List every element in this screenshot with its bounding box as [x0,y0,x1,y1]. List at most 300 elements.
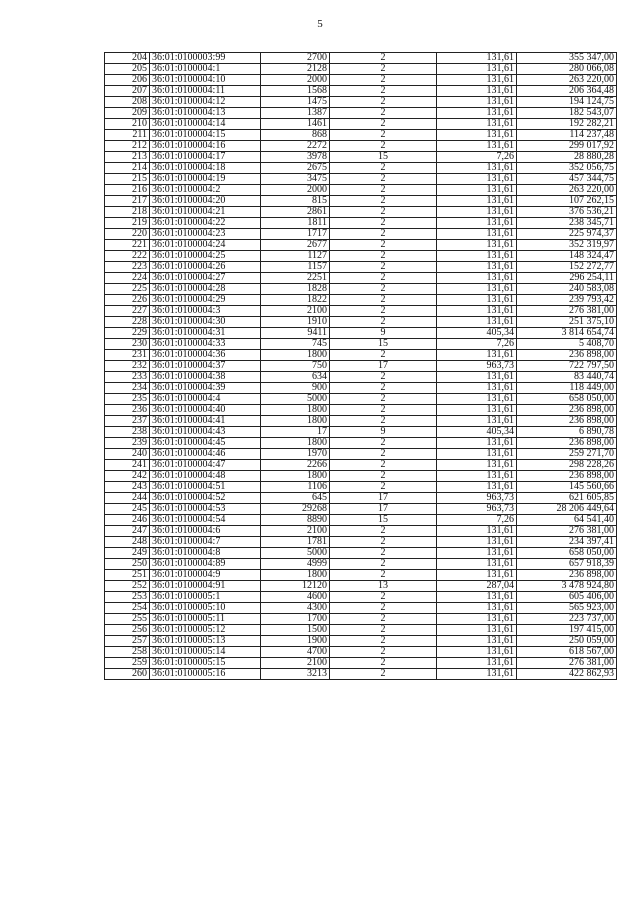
cadastral-number-cell: 36:01:0100004:21 [150,207,261,218]
group-cell: 2 [330,130,437,141]
group-cell: 2 [330,218,437,229]
cadastral-number-cell: 36:01:0100004:51 [150,482,261,493]
area-cell: 2128 [261,64,330,75]
row-number-cell: 221 [105,240,150,251]
area-cell: 1106 [261,482,330,493]
area-cell: 2861 [261,207,330,218]
area-cell: 17 [261,427,330,438]
row-number-cell: 237 [105,416,150,427]
group-cell: 2 [330,196,437,207]
cadastral-number-cell: 36:01:0100004:22 [150,218,261,229]
table-row [105,185,617,196]
cadastral-number-cell: 36:01:0100004:37 [150,361,261,372]
rate-cell: 405,34 [437,427,517,438]
group-cell: 2 [330,306,437,317]
table-row [105,251,617,262]
row-number-cell: 245 [105,504,150,515]
table-row [105,438,617,449]
rate-cell: 131,61 [437,548,517,559]
row-number-cell: 249 [105,548,150,559]
cadastral-number-cell: 36:01:0100004:46 [150,449,261,460]
value-cell: 118 449,00 [517,383,617,394]
table-row [105,350,617,361]
row-number-cell: 219 [105,218,150,229]
area-cell: 1475 [261,97,330,108]
value-cell: 621 605,85 [517,493,617,504]
group-cell: 2 [330,185,437,196]
row-number-cell: 234 [105,383,150,394]
area-cell: 1970 [261,449,330,460]
value-cell: 605 406,00 [517,592,617,603]
cadastral-number-cell: 36:01:0100004:38 [150,372,261,383]
area-cell: 815 [261,196,330,207]
row-number-cell: 211 [105,130,150,141]
group-cell: 2 [330,669,437,680]
value-cell: 236 898,00 [517,405,617,416]
group-cell: 2 [330,372,437,383]
value-cell: 107 262,15 [517,196,617,207]
value-cell: 3 814 654,74 [517,328,617,339]
row-number-cell: 255 [105,614,150,625]
group-cell: 2 [330,207,437,218]
value-cell: 5 408,70 [517,339,617,350]
area-cell: 634 [261,372,330,383]
group-cell: 2 [330,625,437,636]
row-number-cell: 259 [105,658,150,669]
area-cell: 8890 [261,515,330,526]
group-cell: 15 [330,152,437,163]
area-cell: 1461 [261,119,330,130]
row-number-cell: 210 [105,119,150,130]
value-cell: 236 898,00 [517,350,617,361]
rate-cell: 131,61 [437,251,517,262]
group-cell: 2 [330,86,437,97]
cadastral-number-cell: 36:01:0100004:89 [150,559,261,570]
row-number-cell: 229 [105,328,150,339]
area-cell: 900 [261,383,330,394]
area-cell: 1500 [261,625,330,636]
rate-cell: 7,26 [437,339,517,350]
table-row [105,372,617,383]
row-number-cell: 227 [105,306,150,317]
row-number-cell: 226 [105,295,150,306]
area-cell: 29268 [261,504,330,515]
area-cell: 1822 [261,295,330,306]
area-cell: 868 [261,130,330,141]
cadastral-number-cell: 36:01:0100004:7 [150,537,261,548]
area-cell: 2272 [261,141,330,152]
cadastral-number-cell: 36:01:0100005:13 [150,636,261,647]
table-row [105,603,617,614]
table-row [105,273,617,284]
area-cell: 1157 [261,262,330,273]
rate-cell: 131,61 [437,185,517,196]
area-cell: 4999 [261,559,330,570]
cadastral-number-cell: 36:01:0100004:1 [150,64,261,75]
value-cell: 658 050,00 [517,394,617,405]
row-number-cell: 216 [105,185,150,196]
area-cell: 5000 [261,394,330,405]
cadastral-number-cell: 36:01:0100004:10 [150,75,261,86]
group-cell: 2 [330,273,437,284]
group-cell: 2 [330,482,437,493]
group-cell: 2 [330,526,437,537]
group-cell: 2 [330,603,437,614]
rate-cell: 131,61 [437,350,517,361]
cadastral-number-cell: 36:01:0100004:25 [150,251,261,262]
value-cell: 206 364,48 [517,86,617,97]
table-row [105,86,617,97]
rate-cell: 131,61 [437,284,517,295]
value-cell: 251 375,10 [517,317,617,328]
row-number-cell: 218 [105,207,150,218]
cadastral-number-cell: 36:01:0100004:26 [150,262,261,273]
group-cell: 2 [330,350,437,361]
area-cell: 1800 [261,438,330,449]
area-cell: 5000 [261,548,330,559]
table-row [105,559,617,570]
value-cell: 352 319,97 [517,240,617,251]
value-cell: 352 056,75 [517,163,617,174]
cadastral-number-cell: 36:01:0100004:15 [150,130,261,141]
row-number-cell: 251 [105,570,150,581]
row-number-cell: 209 [105,108,150,119]
value-cell: 148 324,47 [517,251,617,262]
row-number-cell: 240 [105,449,150,460]
row-number-cell: 223 [105,262,150,273]
area-cell: 2251 [261,273,330,284]
value-cell: 658 050,00 [517,548,617,559]
value-cell: 28 880,28 [517,152,617,163]
area-cell: 750 [261,361,330,372]
table-row [105,471,617,482]
rate-cell: 131,61 [437,405,517,416]
rate-cell: 131,61 [437,218,517,229]
row-number-cell: 215 [105,174,150,185]
row-number-cell: 260 [105,669,150,680]
rate-cell: 131,61 [437,482,517,493]
value-cell: 6 890,78 [517,427,617,438]
rate-cell: 131,61 [437,163,517,174]
table-row [105,592,617,603]
table-body [105,53,617,680]
group-cell: 2 [330,262,437,273]
row-number-cell: 258 [105,647,150,658]
table-row [105,163,617,174]
row-number-cell: 212 [105,141,150,152]
rate-cell: 131,61 [437,471,517,482]
table-row [105,416,617,427]
rate-cell: 131,61 [437,438,517,449]
area-cell: 1910 [261,317,330,328]
cadastral-number-cell: 36:01:0100004:28 [150,284,261,295]
group-cell: 2 [330,64,437,75]
cadastral-number-cell: 36:01:0100005:12 [150,625,261,636]
row-number-cell: 235 [105,394,150,405]
table-row [105,658,617,669]
group-cell: 2 [330,416,437,427]
rate-cell: 131,61 [437,603,517,614]
rate-cell: 131,61 [437,625,517,636]
value-cell: 376 536,21 [517,207,617,218]
area-cell: 745 [261,339,330,350]
table-row [105,108,617,119]
cadastral-table [104,52,617,680]
cadastral-number-cell: 36:01:0100004:41 [150,416,261,427]
value-cell: 194 124,75 [517,97,617,108]
area-cell: 3213 [261,669,330,680]
group-cell: 2 [330,636,437,647]
group-cell: 15 [330,515,437,526]
area-cell: 2100 [261,306,330,317]
value-cell: 236 898,00 [517,416,617,427]
row-number-cell: 238 [105,427,150,438]
table-row [105,504,617,515]
area-cell: 2100 [261,658,330,669]
rate-cell: 131,61 [437,570,517,581]
cadastral-number-cell: 36:01:0100004:36 [150,350,261,361]
area-cell: 1800 [261,471,330,482]
cadastral-number-cell: 36:01:0100004:18 [150,163,261,174]
table-row [105,383,617,394]
cadastral-number-cell: 36:01:0100003:99 [150,53,261,64]
rate-cell: 131,61 [437,141,517,152]
group-cell: 2 [330,570,437,581]
cadastral-number-cell: 36:01:0100004:6 [150,526,261,537]
table-row [105,152,617,163]
cadastral-number-cell: 36:01:0100004:19 [150,174,261,185]
row-number-cell: 214 [105,163,150,174]
area-cell: 2100 [261,526,330,537]
rate-cell: 131,61 [437,273,517,284]
row-number-cell: 231 [105,350,150,361]
value-cell: 223 737,00 [517,614,617,625]
value-cell: 259 271,70 [517,449,617,460]
value-cell: 114 237,48 [517,130,617,141]
table-row [105,570,617,581]
row-number-cell: 241 [105,460,150,471]
area-cell: 4600 [261,592,330,603]
rate-cell: 131,61 [437,240,517,251]
cadastral-number-cell: 36:01:0100004:45 [150,438,261,449]
group-cell: 17 [330,361,437,372]
row-number-cell: 247 [105,526,150,537]
value-cell: 239 793,42 [517,295,617,306]
table-row [105,240,617,251]
group-cell: 2 [330,97,437,108]
area-cell: 3978 [261,152,330,163]
value-cell: 618 567,00 [517,647,617,658]
value-cell: 152 272,77 [517,262,617,273]
rate-cell: 131,61 [437,647,517,658]
area-cell: 1800 [261,350,330,361]
value-cell: 145 560,66 [517,482,617,493]
rate-cell: 131,61 [437,317,517,328]
rate-cell: 7,26 [437,152,517,163]
area-cell: 4300 [261,603,330,614]
row-number-cell: 208 [105,97,150,108]
group-cell: 2 [330,658,437,669]
page-number: 5 [317,18,323,30]
table-row [105,174,617,185]
row-number-cell: 220 [105,229,150,240]
cadastral-number-cell: 36:01:0100004:2 [150,185,261,196]
value-cell: 236 898,00 [517,438,617,449]
table-row [105,229,617,240]
area-cell: 2000 [261,185,330,196]
area-cell: 1568 [261,86,330,97]
cadastral-number-cell: 36:01:0100004:29 [150,295,261,306]
group-cell: 2 [330,229,437,240]
rate-cell: 131,61 [437,537,517,548]
cadastral-number-cell: 36:01:0100005:1 [150,592,261,603]
row-number-cell: 206 [105,75,150,86]
table-row [105,130,617,141]
row-number-cell: 250 [105,559,150,570]
row-number-cell: 257 [105,636,150,647]
table-row [105,262,617,273]
area-cell: 1127 [261,251,330,262]
rate-cell: 405,34 [437,328,517,339]
value-cell: 250 059,00 [517,636,617,647]
rate-cell: 7,26 [437,515,517,526]
group-cell: 2 [330,163,437,174]
rate-cell: 131,61 [437,383,517,394]
cadastral-number-cell: 36:01:0100004:3 [150,306,261,317]
value-cell: 197 415,00 [517,625,617,636]
table-row [105,141,617,152]
cadastral-number-cell: 36:01:0100004:13 [150,108,261,119]
rate-cell: 131,61 [437,559,517,570]
table-row [105,119,617,130]
row-number-cell: 207 [105,86,150,97]
rate-cell: 131,61 [437,449,517,460]
area-cell: 2000 [261,75,330,86]
group-cell: 2 [330,559,437,570]
cadastral-number-cell: 36:01:0100004:16 [150,141,261,152]
area-cell: 1700 [261,614,330,625]
area-cell: 2266 [261,460,330,471]
area-cell: 1800 [261,405,330,416]
group-cell: 17 [330,493,437,504]
table-row [105,515,617,526]
area-cell: 1800 [261,416,330,427]
rate-cell: 131,61 [437,669,517,680]
cadastral-number-cell: 36:01:0100005:10 [150,603,261,614]
table-row [105,328,617,339]
group-cell: 2 [330,394,437,405]
table-row [105,64,617,75]
area-cell: 645 [261,493,330,504]
rate-cell: 131,61 [437,636,517,647]
area-cell: 1800 [261,570,330,581]
group-cell: 2 [330,53,437,64]
cadastral-number-cell: 36:01:0100004:30 [150,317,261,328]
group-cell: 2 [330,647,437,658]
rate-cell: 963,73 [437,504,517,515]
table-row [105,306,617,317]
value-cell: 3 478 924,80 [517,581,617,592]
value-cell: 299 017,92 [517,141,617,152]
cadastral-number-cell: 36:01:0100004:43 [150,427,261,438]
value-cell: 192 282,21 [517,119,617,130]
table-row [105,625,617,636]
rate-cell: 131,61 [437,174,517,185]
table-row [105,548,617,559]
area-cell: 1387 [261,108,330,119]
row-number-cell: 256 [105,625,150,636]
value-cell: 225 974,37 [517,229,617,240]
value-cell: 296 254,11 [517,273,617,284]
group-cell: 2 [330,548,437,559]
rate-cell: 131,61 [437,526,517,537]
row-number-cell: 224 [105,273,150,284]
group-cell: 9 [330,427,437,438]
group-cell: 2 [330,537,437,548]
cadastral-number-cell: 36:01:0100004:54 [150,515,261,526]
row-number-cell: 254 [105,603,150,614]
rate-cell: 131,61 [437,119,517,130]
cadastral-number-cell: 36:01:0100004:39 [150,383,261,394]
value-cell: 236 898,00 [517,570,617,581]
rate-cell: 131,61 [437,295,517,306]
group-cell: 2 [330,405,437,416]
table-row [105,75,617,86]
rate-cell: 131,61 [437,130,517,141]
row-number-cell: 204 [105,53,150,64]
cadastral-number-cell: 36:01:0100005:16 [150,669,261,680]
value-cell: 240 583,08 [517,284,617,295]
group-cell: 2 [330,460,437,471]
value-cell: 422 862,93 [517,669,617,680]
group-cell: 2 [330,295,437,306]
table-row [105,493,617,504]
row-number-cell: 253 [105,592,150,603]
area-cell: 1717 [261,229,330,240]
value-cell: 722 797,50 [517,361,617,372]
rate-cell: 131,61 [437,416,517,427]
area-cell: 2675 [261,163,330,174]
group-cell: 2 [330,174,437,185]
table-row [105,284,617,295]
value-cell: 298 228,26 [517,460,617,471]
cadastral-number-cell: 36:01:0100004:53 [150,504,261,515]
row-number-cell: 242 [105,471,150,482]
row-number-cell: 252 [105,581,150,592]
rate-cell: 131,61 [437,75,517,86]
value-cell: 236 898,00 [517,471,617,482]
table-row [105,207,617,218]
table-row [105,581,617,592]
value-cell: 238 345,71 [517,218,617,229]
cadastral-number-cell: 36:01:0100004:48 [150,471,261,482]
group-cell: 2 [330,108,437,119]
cadastral-number-cell: 36:01:0100004:20 [150,196,261,207]
value-cell: 565 923,00 [517,603,617,614]
value-cell: 276 381,00 [517,658,617,669]
cadastral-number-cell: 36:01:0100004:33 [150,339,261,350]
cadastral-number-cell: 36:01:0100005:11 [150,614,261,625]
row-number-cell: 217 [105,196,150,207]
area-cell: 2700 [261,53,330,64]
rate-cell: 131,61 [437,460,517,471]
value-cell: 28 206 449,64 [517,504,617,515]
cadastral-number-cell: 36:01:0100004:9 [150,570,261,581]
table-row [105,196,617,207]
rate-cell: 963,73 [437,361,517,372]
area-cell: 9411 [261,328,330,339]
cadastral-number-cell: 36:01:0100004:8 [150,548,261,559]
